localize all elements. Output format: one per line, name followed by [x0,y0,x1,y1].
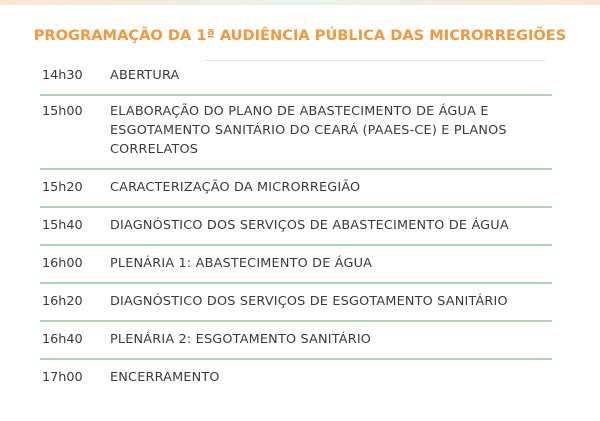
schedule-activity: PLENÁRIA 2: ESGOTAMENTO SANITÁRIO [110,332,372,347]
schedule-time: 16h00 [42,256,83,271]
schedule-row [40,360,552,398]
schedule-row [40,60,552,96]
schedule-row [40,284,552,322]
schedule-time: 16h40 [42,332,83,347]
schedule-time: 15h00 [42,104,83,119]
schedule-time: 14h30 [42,68,83,83]
schedule-activity: ABERTURA [110,68,180,83]
schedule-activity: DIAGNÓSTICO DOS SERVIÇOS DE ABASTECIMENTO DE ÁGUA [110,218,509,233]
schedule-row [40,246,552,284]
schedule-time: 15h20 [42,180,83,195]
schedule-activity: PLENÁRIA 1: ABASTECIMENTO DE ÁGUA [110,256,373,271]
schedule-row [40,322,552,360]
schedule-list [40,60,552,398]
schedule-row [40,170,552,208]
schedule-activity: CARACTERIZAÇÃO DA MICRORREGIÃO [110,180,361,195]
schedule-activity: DIAGNÓSTICO DOS SERVIÇOS DE ESGOTAMENTO SANITÁRIO [110,294,508,309]
schedule-row [40,208,552,246]
schedule-row [40,96,552,170]
schedule-activity: ELABORAÇÃO DO PLANO DE ABASTECIMENTO DE ÁGUA E ESGOTAMENTO SANITÁRIO DO CEARÁ (PAAES-CE) E PLANOS CORRELATOS [110,104,507,157]
schedule-time: 15h40 [42,218,83,233]
schedule-activity: ENCERRAMENTO [110,370,220,385]
top-decorative-strip [0,0,600,5]
schedule-time: 16h20 [42,294,83,309]
page-title: PROGRAMAÇÃO DA 1ª AUDIÊNCIA PÚBLICA DAS MICRORREGIÕES [33,27,567,44]
schedule-time: 17h00 [42,370,83,385]
